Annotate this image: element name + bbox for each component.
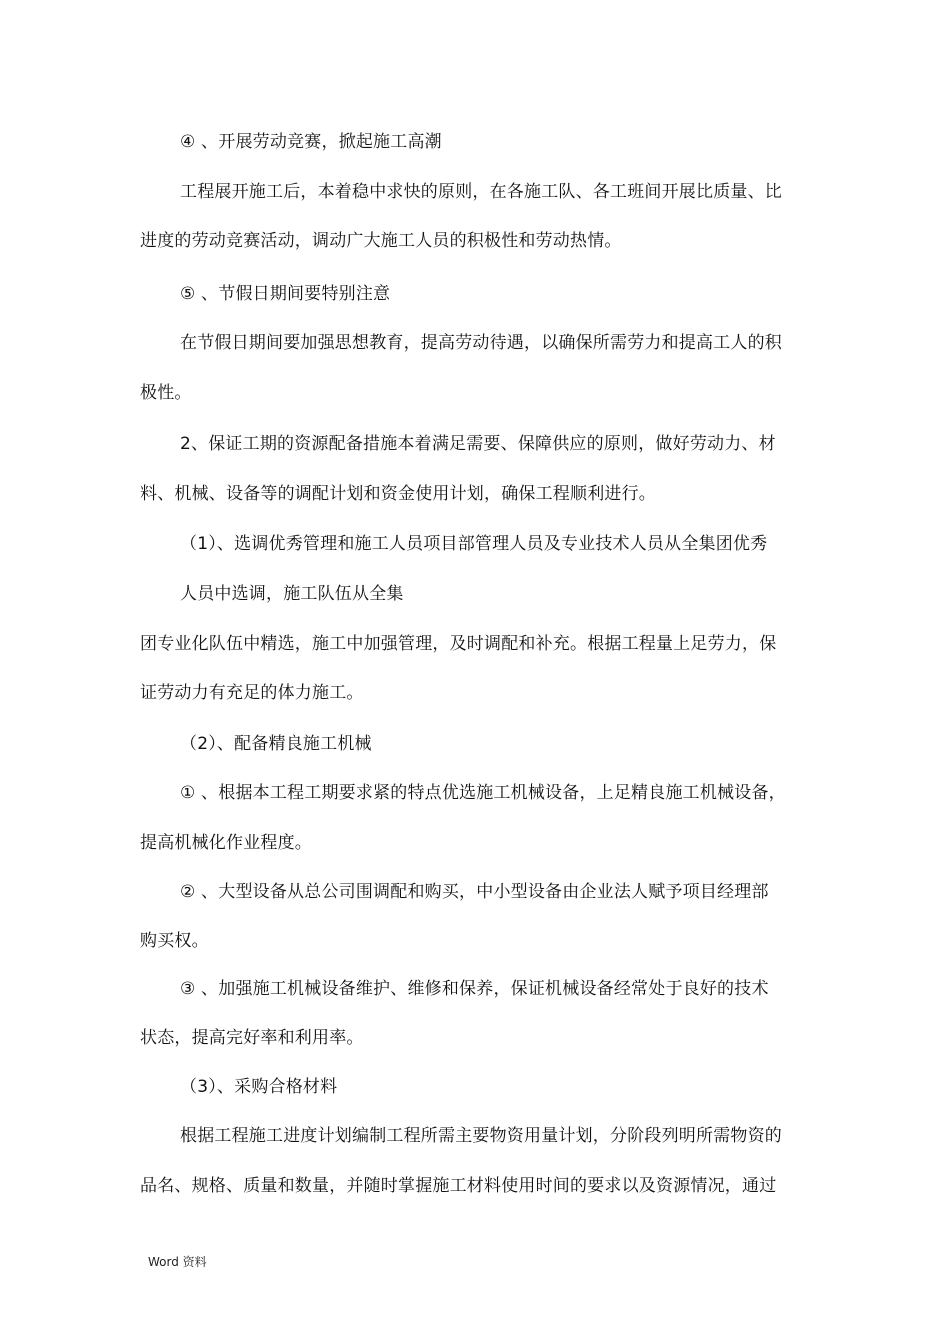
paragraph-line: 进度的劳动竞赛活动，调动广大施工人员的积极性和劳动热情。 <box>140 231 622 251</box>
page-footer: Word 资料 <box>148 1255 207 1269</box>
paragraph-line: ② 、大型设备从总公司围调配和购买，中小型设备由企业法人赋予项目经理部 <box>180 882 769 902</box>
paragraph-line: 极性。 <box>140 383 192 403</box>
paragraph-line: 提高机械化作业程度。 <box>140 833 312 853</box>
paragraph-line: 状态，提高完好率和利用率。 <box>140 1028 364 1048</box>
paragraph-line: ① 、根据本工程工期要求紧的特点优选施工机械设备，上足精良施工机械设备， <box>180 783 786 803</box>
paragraph-line: 人员中选调，施工队伍从全集 <box>180 584 404 604</box>
paragraph-line: 2、保证工期的资源配备措施本着满足需要、保障供应的原则，做好劳动力、材 <box>180 434 776 454</box>
paragraph-line: 证劳动力有充足的体力施工。 <box>140 683 364 703</box>
paragraph-line: 工程展开施工后，本着稳中求快的原则，在各施工队、各工班间开展比质量、比 <box>180 182 782 202</box>
paragraph-line: 品名、规格、质量和数量，并随时掌握施工材料使用时间的要求以及资源情况，通过 <box>140 1176 777 1196</box>
heading-labor-competition: ④ 、开展劳动竞赛，掀起施工高潮 <box>180 132 442 152</box>
paragraph-line: 团专业化队伍中精选，施工中加强管理，及时调配和补充。根据工程量上足劳力，保 <box>140 634 777 654</box>
paragraph-line: 在节假日期间要加强思想教育，提高劳动待遇，以确保所需劳力和提高工人的积 <box>180 333 782 353</box>
paragraph-line: 购买权。 <box>140 931 209 951</box>
paragraph-line: 根据工程施工进度计划编制工程所需主要物资用量计划，分阶段列明所需物资的 <box>180 1126 782 1146</box>
heading-section-2: （2）、配备精良施工机械 <box>180 734 372 754</box>
heading-section-1: （1）、选调优秀管理和施工人员项目部管理人员及专业技术人员从全集团优秀 <box>180 534 768 554</box>
paragraph-line: ③ 、加强施工机械设备维护、维修和保养，保证机械设备经常处于良好的技术 <box>180 979 769 999</box>
heading-section-3: （3）、采购合格材料 <box>180 1077 338 1097</box>
heading-holiday-attention: ⑤ 、节假日期间要特别注意 <box>180 284 391 304</box>
paragraph-line: 料、机械、设备等的调配计划和资金使用计划，确保工程顺利进行。 <box>140 484 656 504</box>
